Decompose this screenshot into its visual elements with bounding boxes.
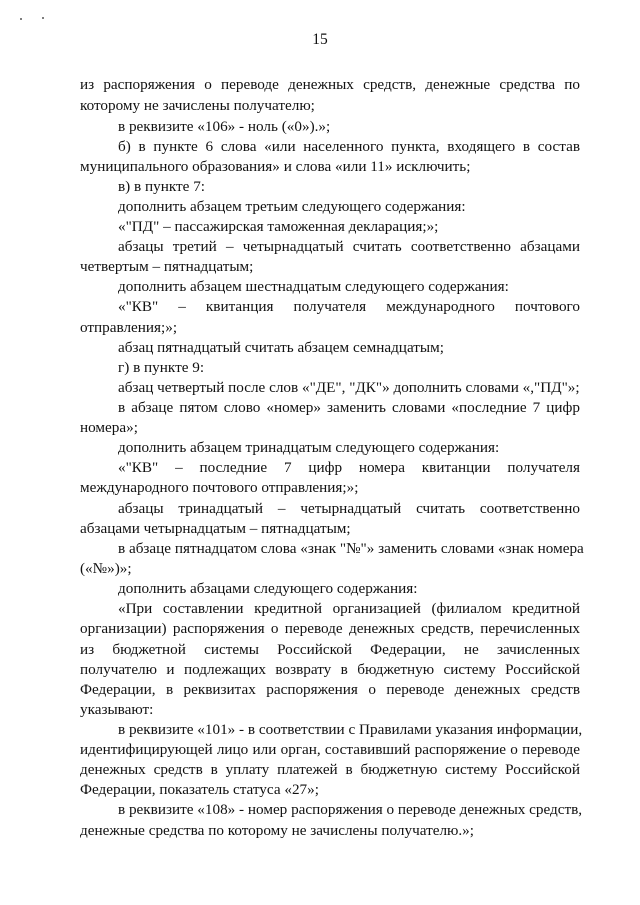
- text-line: «"ПД" – пассажирская таможенная декларация;»;: [118, 218, 439, 235]
- text-line: дополнить абзацем третьим следующего содержания:: [118, 198, 466, 215]
- text-line: абзацами четырнадцатым – пятнадцатым;: [80, 520, 351, 537]
- text-line: в реквизите «108» - номер распоряжения о переводе денежных средств,: [118, 801, 583, 818]
- text-line: четвертым – пятнадцатым;: [80, 258, 254, 275]
- text-line: г) в пункте 9:: [118, 359, 205, 376]
- scan-speck: [20, 18, 22, 20]
- text-line: которому не зачислены получателю;: [80, 97, 315, 114]
- text-line: дополнить абзацами следующего содержания:: [118, 580, 418, 597]
- text-line: номера»;: [80, 419, 138, 436]
- text-line: («№»)»;: [80, 560, 132, 577]
- text-line: указывают:: [80, 701, 154, 718]
- text-line: денежных средств в уплату платежей в бюджетную систему Российской: [80, 761, 580, 778]
- text-line: б) в пункте 6 слова «или населенного пункта, входящего в состав: [118, 138, 580, 155]
- text-line: Федерации, показатель статуса «27»;: [80, 781, 319, 798]
- text-line: дополнить абзацем шестнадцатым следующего содержания:: [118, 278, 509, 295]
- text-line: Федерации, в реквизитах распоряжения о переводе денежных средств: [80, 681, 580, 698]
- text-line: денежные средства по которому не зачислены получателю.»;: [80, 822, 474, 839]
- text-line: из распоряжения о переводе денежных средств, денежные средства по: [80, 76, 580, 93]
- text-line: муниципального образования» и слова «или 11» исключить;: [80, 158, 471, 175]
- text-line: «"КВ" – последние 7 цифр номера квитанции получателя: [118, 459, 580, 476]
- text-line: «При составлении кредитной организацией (филиалом кредитной: [118, 600, 580, 617]
- text-line: в абзаце пятнадцатом слова «знак "№"» заменить словами «знак номера: [118, 540, 584, 557]
- page-number: 15: [312, 31, 328, 48]
- text-line: международного почтового отправления;»;: [80, 479, 359, 496]
- text-line: в) в пункте 7:: [118, 178, 206, 195]
- text-line: организации) распоряжения о переводе денежных средств, перечисленных: [80, 620, 580, 637]
- text-line: абзац пятнадцатый считать абзацем семнадцатым;: [118, 339, 444, 356]
- text-line: идентифицирующей лицо или орган, составивший распоряжение о переводе: [80, 741, 580, 758]
- text-line: абзацы тринадцатый – четырнадцатый считать соответственно: [118, 500, 580, 517]
- scan-speck: [42, 17, 44, 19]
- text-line: в реквизите «106» - ноль («0»).»;: [118, 118, 331, 135]
- text-line: из бюджетной системы Российской Федерации, не зачисленных: [80, 641, 580, 658]
- text-line: отправления;»;: [80, 319, 178, 336]
- text-line: в абзаце пятом слово «номер» заменить словами «последние 7 цифр: [118, 399, 580, 416]
- text-line: «"КВ" – квитанция получателя международного почтового: [118, 298, 580, 315]
- text-line: в реквизите «101» - в соответствии с Правилами указания информации,: [118, 721, 583, 738]
- text-line: абзац четвертый после слов «"ДЕ", "ДК"» дополнить словами «,"ПД"»;: [118, 379, 580, 396]
- text-line: абзацы третий – четырнадцатый считать соответственно абзацами: [118, 238, 580, 255]
- text-line: получателю и подлежащих возврату в бюджетную систему Российской: [80, 661, 580, 678]
- text-line: дополнить абзацем тринадцатым следующего содержания:: [118, 439, 500, 456]
